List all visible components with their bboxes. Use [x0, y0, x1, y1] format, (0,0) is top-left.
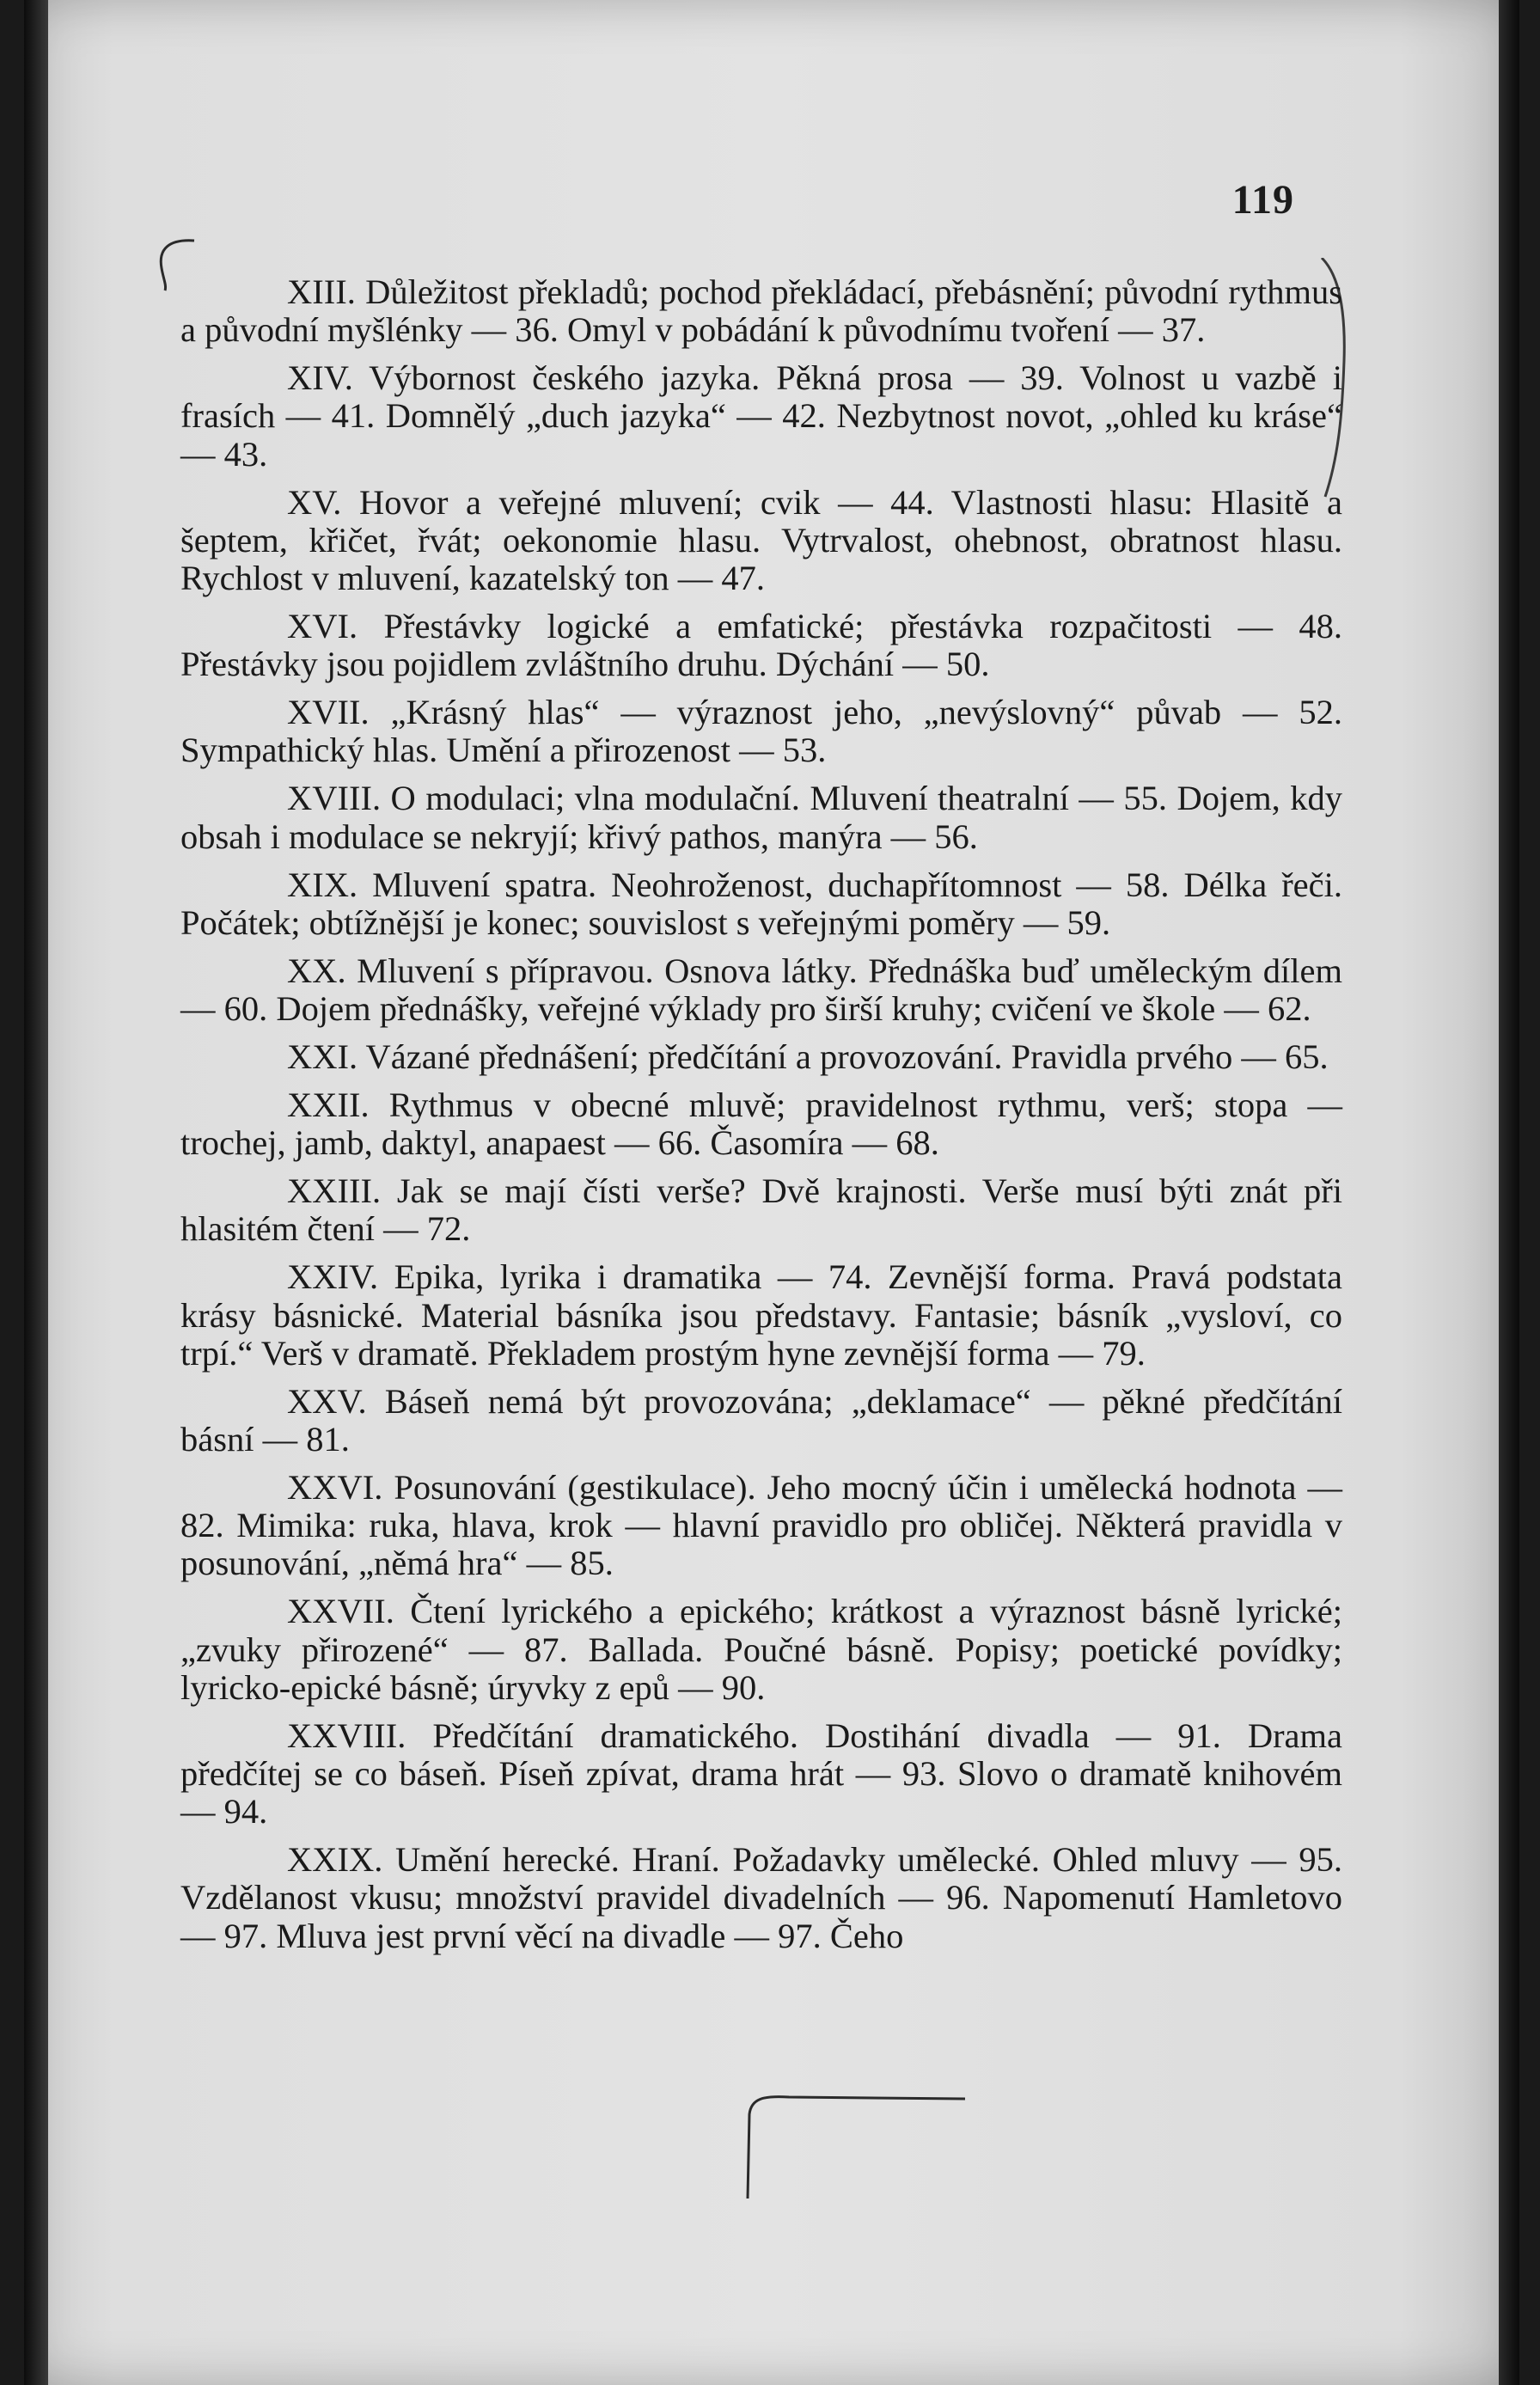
chapter-number: XXII. — [287, 1085, 370, 1125]
chapter-number: XXIV. — [287, 1257, 379, 1297]
chapter-number: XV. — [287, 482, 342, 522]
chapter-summary: Výbornost českého jazyka. Pěkná prosa — 39. Volnost u vazbě i frasích — 41. Domnělý „duch jazyka“ — 42. Nezbytnost novot, „ohled ku kráse“ — 43. — [180, 358, 1342, 474]
chapter-summary: Jak se mají čísti verše? Dvě krajnosti. Verše musí býti znát při hlasitém čtení — 72. — [180, 1171, 1342, 1249]
chapter-summary: Epika, lyrika i dramatika — 74. Zevnější forma. Pravá podstata krásy básnické. Material básníka jsou představy. Fantasie; básník „vysloví, co trpí.“ Verš v dramatě. Překladem prostým hyne zevnější forma — 79. — [180, 1257, 1343, 1373]
chapter-summary: Báseň nemá být provozována; „deklamace“ — pěkné předčítání básní — 81. — [180, 1381, 1343, 1459]
chapter-summary: Důležitost překladů; pochod překládací, přebásnění; původní rythmus a původní myšlénky — 36. Omyl v pobádání k původnímu tvoření — 37. — [180, 272, 1343, 350]
toc-entry — [180, 1469, 1342, 1583]
pencil-underline-bottom — [746, 2080, 969, 2200]
chapter-number: XIV. — [287, 358, 353, 398]
chapter-number: XXVIII. — [287, 1715, 406, 1755]
table-of-contents — [180, 273, 1342, 1955]
chapter-summary: Předčítání dramatického. Dostihání divadla — 91. Drama předčítej se co báseň. Píseň zpívat, drama hrát — 93. Slovo o dramatě knihovém — 94. — [180, 1715, 1343, 1832]
toc-entry — [180, 694, 1342, 769]
toc-entry — [180, 1841, 1342, 1955]
chapter-summary: „Krásný hlas“ — výraznost jeho, „nevýslovný“ půvab — 52. Sympathický hlas. Umění a přirozenost — 53. — [180, 693, 1343, 770]
chapter-summary: Mluvení s přípravou. Osnova látky. Přednáška buď uměleckým dílem — 60. Dojem přednášky, veřejné výklady pro širší kruhy; cvičení ve škole — 62. — [180, 951, 1343, 1029]
chapter-number: XXI. — [287, 1037, 358, 1077]
chapter-number: XX. — [287, 951, 346, 990]
chapter-summary: O modulaci; vlna modulační. Mluvení theatralní — 55. Dojem, kdy obsah i modulace se nekryjí; křivý pathos, manýra — 56. — [180, 779, 1342, 856]
chapter-number: XIX. — [287, 865, 358, 904]
chapter-summary: Umění herecké. Hraní. Požadavky umělecké. Ohled mluvy — 95. Vzdělanost vkusu; množství pravidel divadelních — 96. Napomenutí Hamletovo — 97. Mluva jest první věcí na divadle — 97. Čeho — [180, 1840, 1343, 1955]
toc-entry — [180, 359, 1342, 474]
chapter-number: XXVII. — [287, 1592, 394, 1631]
toc-entry — [180, 952, 1342, 1028]
chapter-summary: Vázané přednášení; předčítání a provozování. Pravidla prvého — 65. — [365, 1037, 1329, 1077]
chapter-number: XVI. — [287, 607, 358, 646]
page-edge-right — [1499, 0, 1519, 2385]
chapter-number: XXIII. — [287, 1171, 382, 1211]
toc-entry — [180, 273, 1342, 349]
toc-entry — [180, 780, 1342, 855]
chapter-summary: Přestávky logické a emfatické; přestávka rozpačitosti — 48. Přestávky jsou pojidlem zvláštního druhu. Dýchání — 50. — [180, 607, 1343, 684]
toc-entry — [180, 866, 1342, 942]
page-gutter-left — [24, 0, 48, 2385]
chapter-summary: Rythmus v obecné mluvě; pravidelnost rythmu, verš; stopa — trochej, jamb, daktyl, anapaest — 66. Časomíra — 68. — [180, 1085, 1343, 1163]
chapter-number: XXVI. — [287, 1468, 383, 1507]
chapter-number: XXIX. — [287, 1840, 383, 1880]
book-page — [24, 0, 1519, 2385]
toc-entry — [180, 608, 1342, 683]
toc-entry — [180, 1172, 1342, 1248]
toc-entry — [180, 1086, 1342, 1162]
toc-entry — [180, 1383, 1342, 1459]
chapter-summary: Mluvení spatra. Neohroženost, duchapřítomnost — 58. Délka řeči. Počátek; obtížnější je konec; souvislost s veřejnými poměry — 59. — [180, 865, 1343, 942]
chapter-summary: Hovor a veřejné mluvení; cvik — 44. Vlastnosti hlasu: Hlasitě a šeptem, křičet, řvát; oekonomie hlasu. Vytrvalost, ohebnost, obratnost hlasu. Rychlost v mluvení, kazatelský ton — 47. — [180, 482, 1343, 598]
toc-entry — [180, 484, 1342, 598]
chapter-number: XXV. — [287, 1381, 367, 1421]
chapter-number: XVII. — [287, 693, 370, 732]
toc-entry — [180, 1258, 1342, 1373]
chapter-summary: Čtení lyrického a epického; krátkost a výraznost básně lyrické; „zvuky přirozené“ — 87. Ballada. Poučné básně. Popisy; poetické povídky; lyricko-epické básně; úryvky z epů — 90. — [180, 1592, 1342, 1707]
chapter-summary: Posunování (gestikulace). Jeho mocný účin i umělecká hodnota — 82. Mimika: ruka, hlava, krok — hlavní pravidlo pro obličej. Některá pravidla v posunování, „němá hra“ — 85. — [180, 1468, 1342, 1583]
chapter-number: XIII. — [287, 272, 356, 311]
page-number: 119 — [1231, 177, 1294, 223]
toc-entry — [180, 1593, 1342, 1707]
toc-entry — [180, 1717, 1342, 1832]
chapter-number: XVIII. — [287, 779, 382, 818]
toc-entry — [180, 1038, 1342, 1076]
